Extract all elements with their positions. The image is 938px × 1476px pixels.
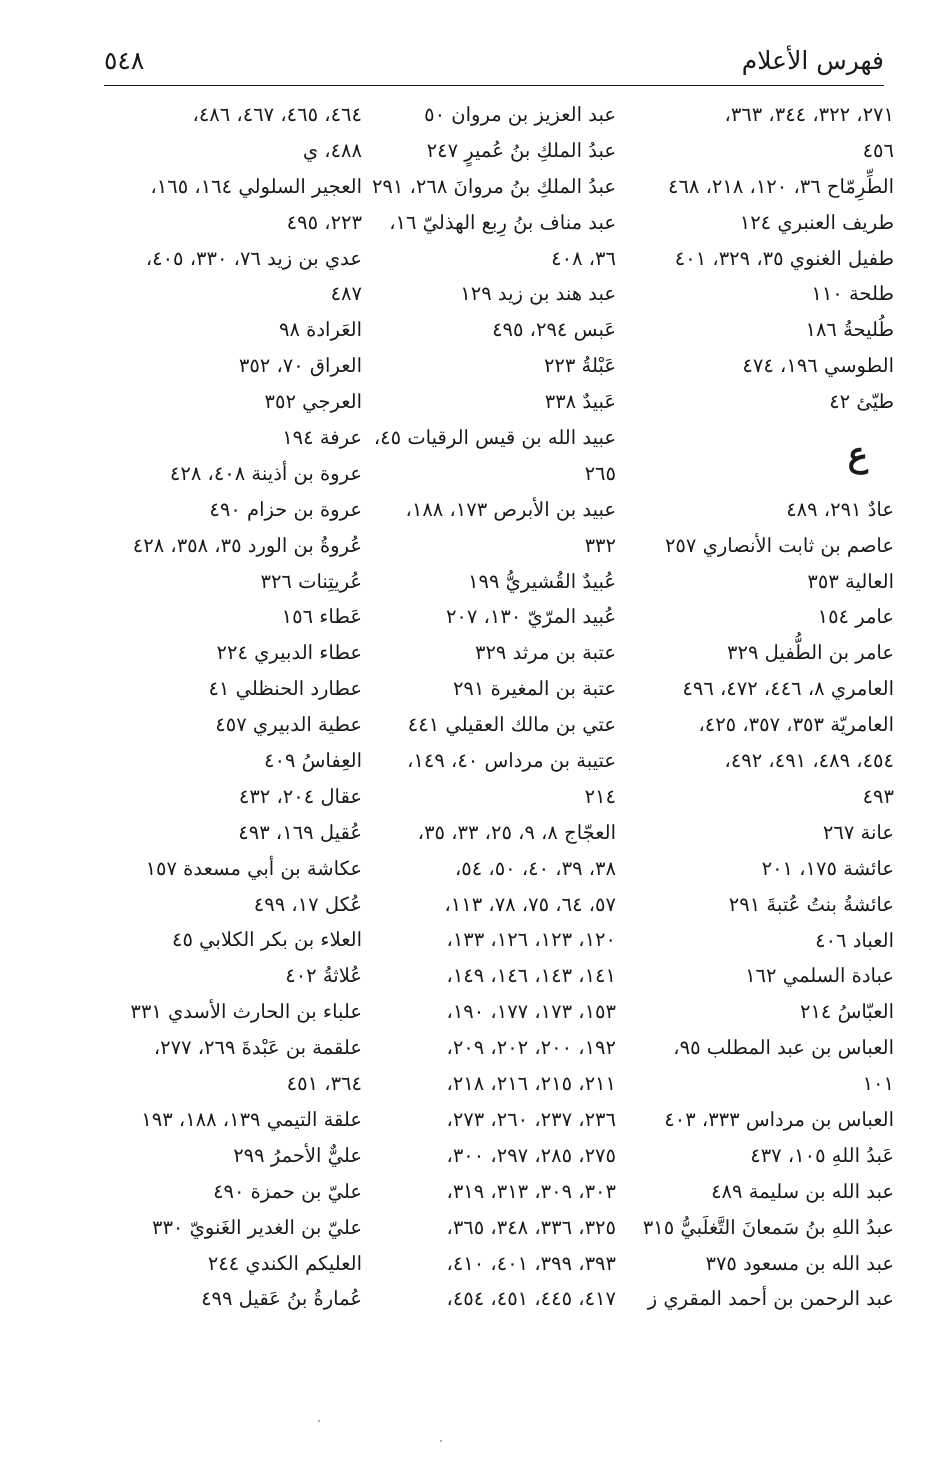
index-entry-line: علقمة بن عَبْدةَ ٢٦٩، ٢٧٧،: [153, 1036, 362, 1060]
index-entry-line: عُمارةُ بنُ عَقيل ٤٩٩: [201, 1287, 362, 1311]
index-entry-line: العلاء بن بكر الكلابي ٤٥: [172, 928, 362, 952]
index-entry-line: العباس بن مرداس ٣٣٣، ٤٠٣: [664, 1107, 894, 1131]
index-entry-line: عليٌّ الأحمرُ ٢٩٩: [233, 1143, 362, 1167]
index-entry-line: عتبة بن مرثد ٣٢٩: [474, 641, 616, 665]
index-entry-line: طريف العنبري ١٢٤: [739, 210, 894, 234]
index-entry-line: ٤٨٧: [330, 282, 362, 306]
index-entry-line: عروة بن حزام ٤٩٠: [209, 497, 362, 521]
index-entry-line: عائشة ١٧٥، ٢٠١: [761, 856, 894, 880]
running-title: فهرس الأعلام: [741, 46, 884, 75]
index-entry-line: طفيل الغنوي ٣٥، ٣٢٩، ٤٠١: [674, 246, 894, 270]
index-entry-line: العبّاسُ ٢١٤: [799, 1000, 894, 1024]
index-entry-line: ٣٢٥، ٣٣٦، ٣٤٨، ٣٦٥،: [446, 1215, 616, 1239]
index-entry-line: العامري ٨، ٤٤٦، ٤٧٢، ٤٩٦: [682, 677, 894, 701]
scan-speck: [440, 1440, 442, 1442]
index-entry-line: ٤٥٦: [862, 138, 894, 162]
index-entry-line: عامر بن الطُّفيل ٣٢٩: [727, 641, 894, 665]
index-entry-line: ٣٦، ٤٠٨: [551, 246, 616, 270]
index-entry-line: عُبيد المرّيّ ١٣٠، ٢٠٧: [445, 605, 616, 629]
index-entry-line: علباء بن الحارث الأسدي ٣٣١: [130, 1000, 362, 1024]
index-entry-line: عليّ بن الغدير الغَنويّ ٣٣٠: [151, 1215, 362, 1239]
index-entry-line: علقة التيمي ١٣٩، ١٨٨، ١٩٣: [141, 1107, 362, 1131]
index-entry-line: عطية الدبيري ٤٥٧: [215, 713, 362, 737]
index-entry-line: عقال ٢٠٤، ٤٣٢: [238, 784, 362, 808]
page-number: ٥٤٨: [104, 46, 145, 75]
index-column-left: [106, 97, 362, 1317]
index-entry-line: ٢٦٥: [584, 461, 616, 485]
index-entry-line: ٣٣٢: [584, 533, 616, 557]
index-entry-line: عتيبة بن مرداس ٤٠، ١٤٩،: [407, 749, 616, 773]
index-entry-line: العراق ٧٠، ٣٥٢: [238, 354, 362, 378]
index-entry-line: ٢٣٦، ٢٣٧، ٢٦٠، ٢٧٣،: [446, 1107, 616, 1131]
header-rule: [104, 85, 884, 86]
index-entry-line: ٣٨، ٣٩، ٤٠، ٥٠، ٥٤،: [454, 856, 616, 880]
index-entry-line: عُبيدٌ القُشيريُّ ١٩٩: [468, 569, 616, 593]
index-entry-line: عبد الله بن مسعود ٣٧٥: [705, 1251, 894, 1275]
index-entry-line: عبدُ اللهِ بنُ سَمعانَ التَّغلَبيُّ ٣١٥: [642, 1215, 894, 1239]
index-entry-line: عُقيل ١٦٩، ٤٩٣: [238, 820, 362, 844]
index-entry-line: عُلاثةُ ٤٠٢: [285, 964, 362, 988]
index-entry-line: العباس بن عبد المطلب ٩٥،: [673, 1036, 894, 1060]
index-entry-line: عَبس ٢٩٤، ٤٩٥: [492, 318, 616, 342]
index-entry-line: عبيد بن الأبرص ١٧٣، ١٨٨،: [405, 497, 616, 521]
index-entry-line: العجير السلولي ١٦٤، ١٦٥،: [150, 174, 362, 198]
index-entry-line: طلحة ١١٠: [811, 282, 894, 306]
index-entry-line: عاصم بن ثابت الأنصاري ٢٥٧: [664, 533, 894, 557]
index-entry-line: عروة بن أذينة ٤٠٨، ٤٢٨: [169, 461, 362, 485]
index-entry-line: العجّاج ٨، ٩، ٢٥، ٣٣، ٣٥،: [417, 820, 616, 844]
index-entry-line: ٣٦٤، ٤٥١: [286, 1072, 362, 1096]
index-entry-line: طيّئ ٤٢: [829, 390, 894, 414]
index-entry-line: عَبدُ اللهِ ١٠٥، ٤٣٧: [750, 1143, 894, 1167]
index-entry-line: ٣٠٣، ٣٠٩، ٣١٣، ٣١٩،: [446, 1179, 616, 1203]
index-entry-line: عُريتِنات ٣٢٦: [260, 569, 362, 593]
index-entry-line: الطوسي ١٩٦، ٤٧٤: [742, 354, 894, 378]
index-entry-line: ١٤١، ١٤٣، ١٤٦، ١٤٩،: [446, 964, 616, 988]
index-entry-line: ٤٦٤، ٤٦٥، ٤٦٧، ٤٨٦،: [192, 103, 362, 126]
index-entry-line: ٢٧١، ٣٢٢، ٣٤٤، ٣٦٣،: [724, 103, 894, 126]
index-entry-line: العامريّة ٣٥٣، ٣٥٧، ٤٢٥،: [698, 713, 894, 737]
index-entry-line: عبدُ الملكِ بنُ عُميرٍ ٢٤٧: [426, 138, 616, 162]
index-entry-line: العَرادة ٩٨: [279, 318, 362, 342]
scan-speck: [318, 1420, 320, 1422]
index-entry-line: عبد هند بن زيد ١٢٩: [460, 282, 616, 306]
index-entry-line: عَبْلةُ ٢٢٣: [543, 354, 616, 378]
index-entry-line: عُروةُ بن الورد ٣٥، ٣٥٨، ٤٢٨: [132, 533, 362, 557]
index-entry-line: عائشةُ بنتُ عُتبةَ ٢٩١: [728, 892, 894, 916]
index-column-right: [644, 97, 894, 1317]
index-entry-line: ١٩٢، ٢٠٠، ٢٠٢، ٢٠٩،: [446, 1036, 616, 1060]
index-entry-line: ١٥٣، ١٧٣، ١٧٧، ١٩٠،: [446, 1000, 616, 1024]
section-letter: ع: [847, 435, 868, 476]
index-entry-line: عَطاء ١٥٦: [281, 605, 362, 629]
index-column-middle: [371, 97, 616, 1317]
index-entry-line: ٤٨٨، ي: [302, 138, 362, 162]
index-entry-line: عكاشة بن أبي مسعدة ١٥٧: [145, 856, 362, 880]
index-entry-line: عبيد الله بن قيس الرقيات ٤٥،: [373, 426, 616, 450]
index-entry-line: عتي بن مالك العقيلي ٤٤١: [407, 713, 616, 737]
index-entry-line: عبد الرحمن بن أحمد المقري ز: [647, 1287, 894, 1311]
index-entry-line: عليّ بن حمزة ٤٩٠: [213, 1179, 362, 1203]
index-entry-line: العِفاسُ ٤٠٩: [264, 749, 362, 773]
index-entry-line: ٤١٧، ٤٤٥، ٤٥١، ٤٥٤،: [446, 1287, 616, 1311]
index-entry-line: العرجي ٣٥٢: [264, 390, 362, 414]
index-entry-line: ٢١١، ٢١٥، ٢١٦، ٢١٨،: [446, 1072, 616, 1096]
index-entry-line: عانة ٢٦٧: [822, 820, 894, 844]
index-entry-line: عطاء الدبيري ٢٢٤: [216, 641, 362, 665]
index-entry-line: عبد مناف بنُ رِبع الهذليّ ١٦،: [389, 210, 616, 234]
index-entry-line: عدي بن زيد ٧٦، ٣٣٠، ٤٠٥،: [145, 246, 362, 270]
index-entry-line: عبد الله بن سليمة ٤٨٩: [711, 1179, 894, 1203]
index-entry-line: ١٢٠، ١٢٣، ١٢٦، ١٣٣،: [446, 928, 616, 952]
index-entry-line: عبادة السلمي ١٦٢: [745, 964, 894, 988]
index-entry-line: ٢٢٣، ٤٩٥: [286, 210, 362, 234]
index-entry-line: ٢٧٥، ٢٨٥، ٢٩٧، ٣٠٠،: [446, 1143, 616, 1167]
index-entry-line: عبدُ الملكِ بنُ مروانَ ٢٦٨، ٢٩١: [371, 174, 616, 198]
index-entry-line: ٢١٤: [584, 784, 616, 808]
index-entry-line: ٤٩٣: [862, 784, 894, 808]
index-entry-line: عتبة بن المغيرة ٢٩١: [452, 677, 616, 701]
index-entry-line: عبد العزيز بن مروان ٥٠: [424, 103, 616, 126]
index-entry-line: طُليحةُ ١٨٦: [805, 318, 894, 342]
index-entry-line: ٥٧، ٦٤، ٧٥، ٧٨، ١١٣،: [444, 892, 616, 916]
index-entry-line: عُكل ١٧، ٤٩٩: [253, 892, 362, 916]
index-entry-line: العباد ٤٠٦: [815, 928, 894, 952]
index-entry-line: ٣٩٣، ٣٩٩، ٤٠١، ٤١٠،: [446, 1251, 616, 1275]
index-entry-line: عادٌ ٢٩١، ٤٨٩: [786, 497, 894, 521]
index-entry-line: ١٠١: [862, 1072, 894, 1096]
index-entry-line: عَبيدٌ ٣٣٨: [544, 390, 616, 414]
index-entry-line: الطِّرِمّاح ٣٦، ١٢٠، ٢١٨، ٤٦٨: [667, 174, 894, 198]
index-entry-line: عرفة ١٩٤: [282, 426, 362, 450]
index-entry-line: عطارد الحنظلي ٤١: [208, 677, 362, 701]
index-entry-line: ٤٥٤، ٤٨٩، ٤٩١، ٤٩٢،: [724, 749, 894, 773]
index-entry-line: العليكم الكندي ٢٤٤: [207, 1251, 362, 1275]
index-entry-line: عامر ١٥٤: [817, 605, 894, 629]
index-entry-line: العالية ٣٥٣: [807, 569, 894, 593]
